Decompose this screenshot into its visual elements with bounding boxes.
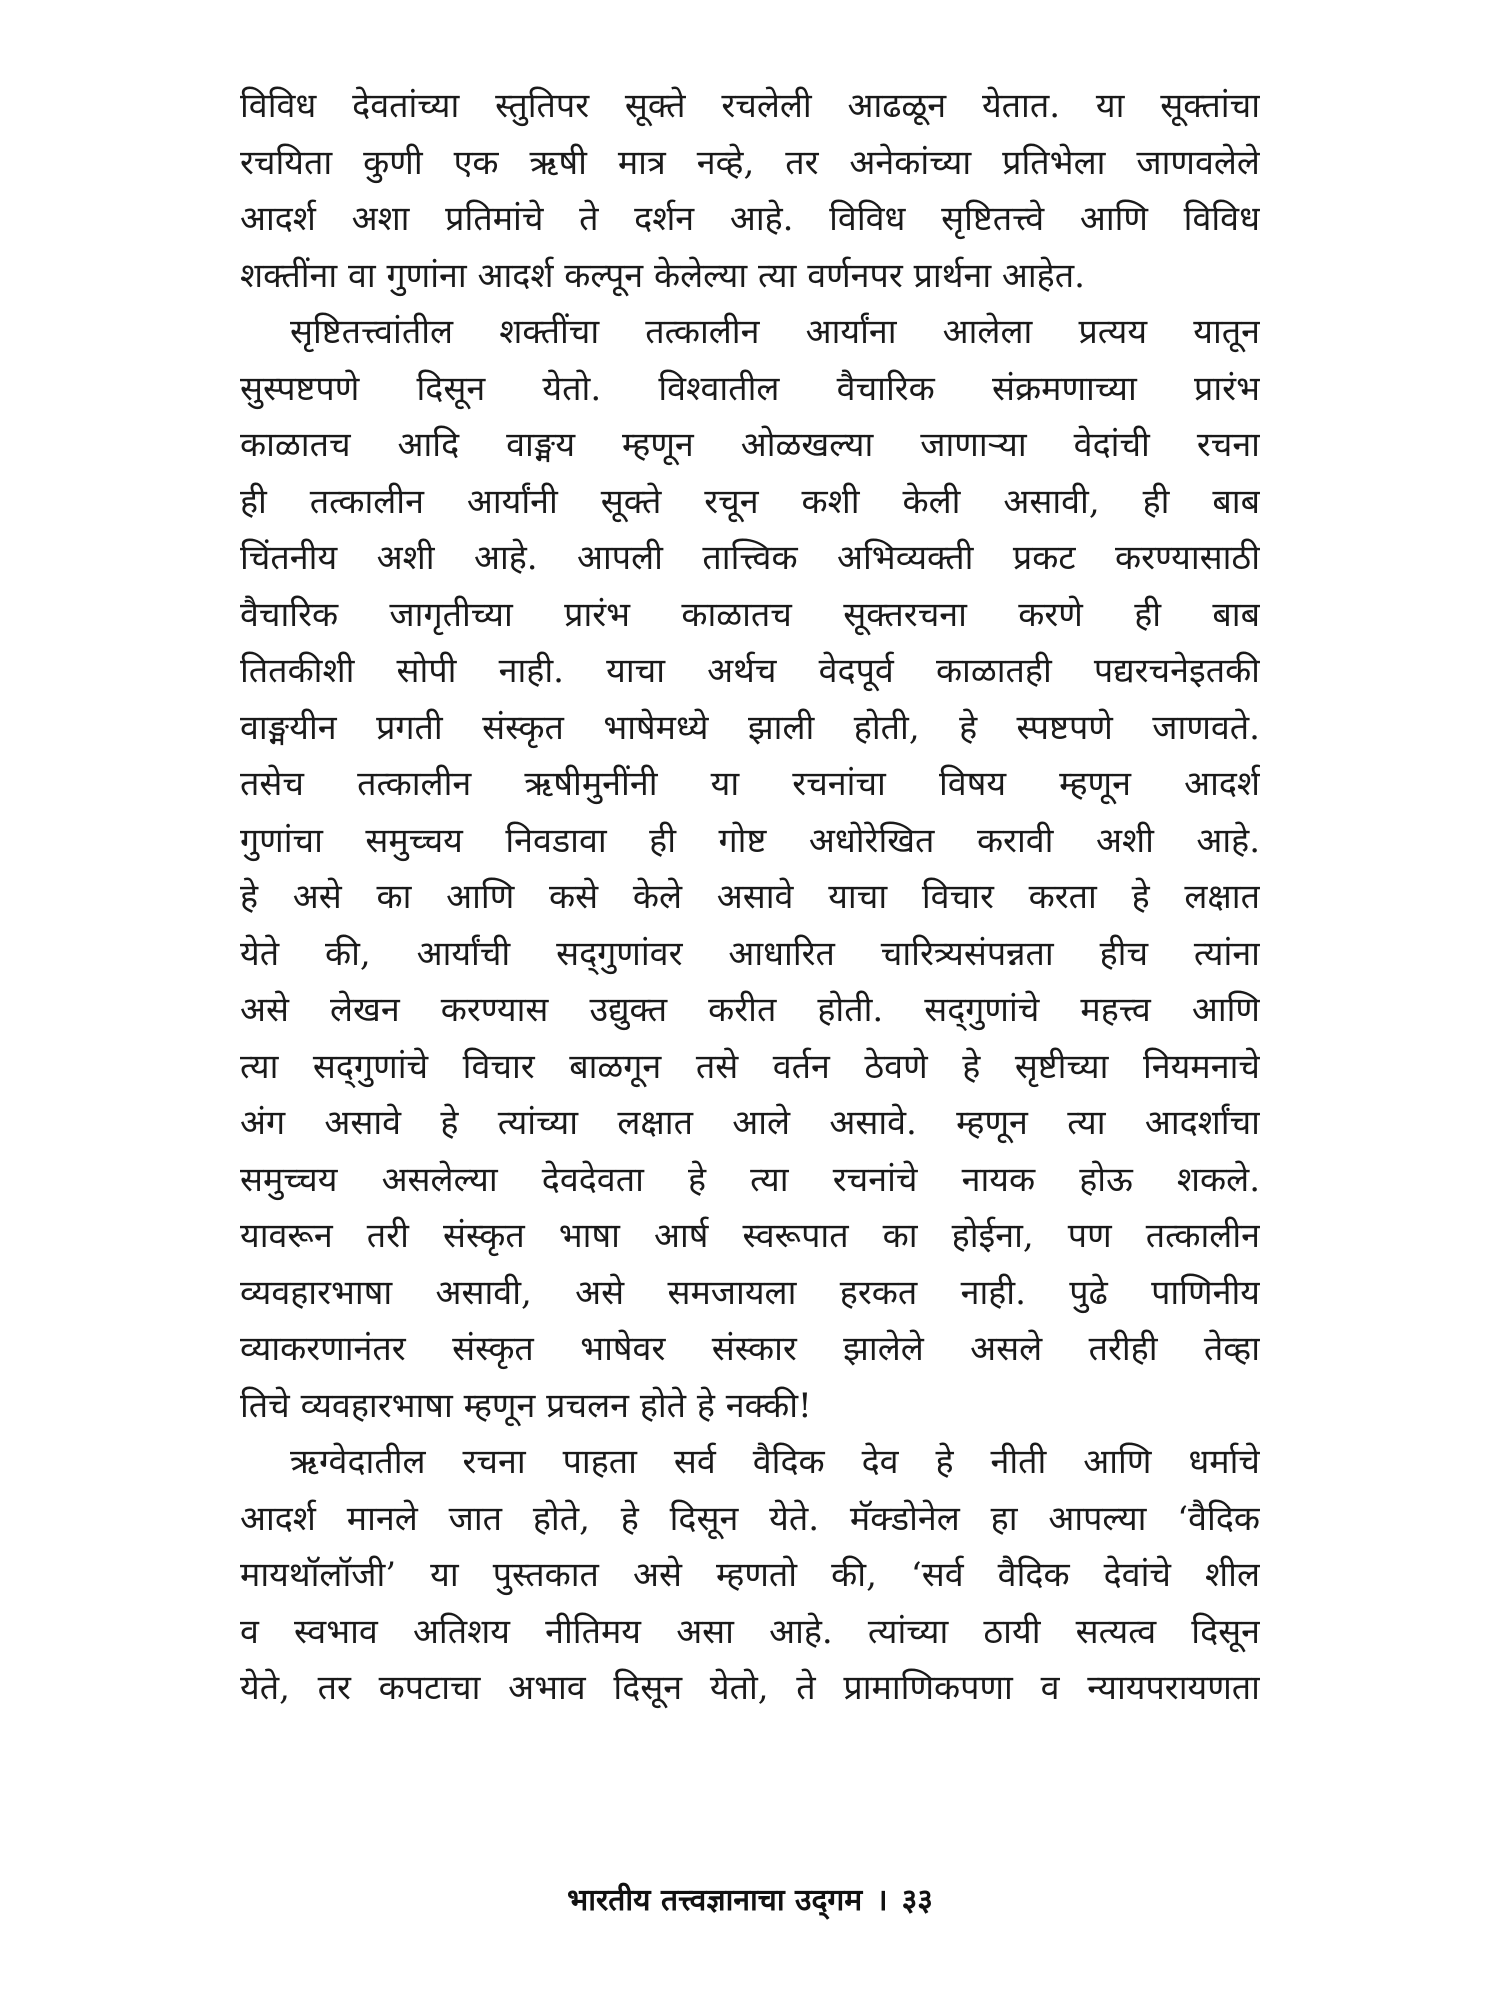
text-line: तितकीशी सोपी नाही. याचा अर्थच वेदपूर्व काळातही पद्यरचनेइतकी xyxy=(240,651,1260,691)
book-title: भारतीय तत्त्वज्ञानाचा उद्‌गम xyxy=(567,1883,863,1918)
text-line: वैचारिक जागृतीच्या प्रारंभ काळातच सूक्तरचना करणे ही बाब xyxy=(240,594,1260,635)
text-line: व स्वभाव अतिशय नीतिमय असा आहे. त्यांच्या ठायी सत्यत्व दिसून xyxy=(240,1611,1260,1652)
text-line: गुणांचा समुच्चय निवडावा ही गोष्ट अधोरेखित करावी अशी आहे. xyxy=(240,820,1260,861)
text-line: आदर्श मानले जात होते, हे दिसून येते. मॅक्डोनेल हा आपल्या ‘वैदिक xyxy=(240,1498,1260,1539)
text-line: मायथॉलॉजी’ या पुस्तकात असे म्हणतो की, ‘सर्व वैदिक देवांचे शील xyxy=(240,1555,1260,1595)
text-line: येते की, आर्यांची सद्‌गुणांवर आधारित चारित्र्यसंपन्नता हीच त्यांना xyxy=(240,933,1260,974)
text-line: शक्तींना वा गुणांना आदर्श कल्पून केलेल्या त्या वर्णनपर प्रार्थना आहेत. xyxy=(240,255,1085,296)
text-line: तिचे व्यवहारभाषा म्हणून प्रचलन होते हे नक्की! xyxy=(240,1385,812,1426)
paragraph-1 xyxy=(240,78,1260,304)
page-number: ३३ xyxy=(901,1883,933,1918)
footer-separator: । xyxy=(876,1883,888,1918)
paragraph-2 xyxy=(240,304,1260,1434)
text-line: ही तत्कालीन आर्यांनी सूक्ते रचून कशी केली असावी, ही बाब xyxy=(240,481,1260,522)
text-line: सुस्पष्टपणे दिसून येतो. विश्वातील वैचारिक संक्रमणाच्या प्रारंभ xyxy=(240,368,1260,409)
text-line: चिंतनीय अशी आहे. आपली तात्त्विक अभिव्यक्ती प्रकट करण्यासाठी xyxy=(240,538,1260,578)
text-line: सृष्टितत्त्वांतील शक्तींचा तत्कालीन आर्यांना आलेला प्रत्यय यातून xyxy=(290,312,1260,352)
text-line: आदर्श अशा प्रतिमांचे ते दर्शन आहे. विविध सृष्टितत्त्वे आणि विविध xyxy=(240,199,1260,239)
text-line: व्यवहारभाषा असावी, असे समजायला हरकत नाही. पुढे पाणिनीय xyxy=(240,1272,1260,1313)
text-line: त्या सद्‌गुणांचे विचार बाळगून तसे वर्तन ठेवणे हे सृष्टीच्या नियमनाचे xyxy=(240,1046,1260,1087)
text-line: वाङ्मयीन प्रगती संस्कृत भाषेमध्ये झाली होती, हे स्पष्टपणे जाणवते. xyxy=(240,707,1260,748)
text-line: रचयिता कुणी एक ऋषी मात्र नव्हे, तर अनेकांच्या प्रतिभेला जाणवलेले xyxy=(240,142,1260,183)
text-line: काळातच आदि वाङ्मय म्हणून ओळखल्या जाणाऱ्या वेदांची रचना xyxy=(240,425,1260,465)
text-line: विविध देवतांच्या स्तुतिपर सूक्ते रचलेली आढळून येतात. या सूक्तांचा xyxy=(240,86,1260,126)
text-line: ऋग्वेदातील रचना पाहता सर्व वैदिक देव हे नीती आणि धर्माचे xyxy=(290,1442,1260,1482)
text-line: व्याकरणानंतर संस्कृत भाषेवर संस्कार झालेले असले तरीही तेव्हा xyxy=(240,1329,1260,1369)
paragraph-3 xyxy=(240,1434,1260,1717)
text-line: येते, तर कपटाचा अभाव दिसून येतो, ते प्रामाणिकपणा व न्यायपरायणता xyxy=(240,1668,1260,1708)
text-line: अंग असावे हे त्यांच्या लक्षात आले असावे. म्हणून त्या आदर्शांचा xyxy=(240,1103,1260,1143)
text-line: यावरून तरी संस्कृत भाषा आर्ष स्वरूपात का होईना, पण तत्कालीन xyxy=(240,1216,1260,1256)
text-line: असे लेखन करण्यास उद्युक्त करीत होती. सद्‌गुणांचे महत्त्व आणि xyxy=(240,990,1260,1030)
text-line: हे असे का आणि कसे केले असावे याचा विचार करता हे लक्षात xyxy=(240,877,1260,917)
page-body xyxy=(240,78,1260,1717)
text-line: समुच्चय असलेल्या देवदेवता हे त्या रचनांचे नायक होऊ शकले. xyxy=(240,1159,1260,1200)
text-line: तसेच तत्कालीन ऋषीमुनींनी या रचनांचा विषय म्हणून आदर्श xyxy=(240,764,1260,804)
page-footer xyxy=(0,1878,1500,1919)
